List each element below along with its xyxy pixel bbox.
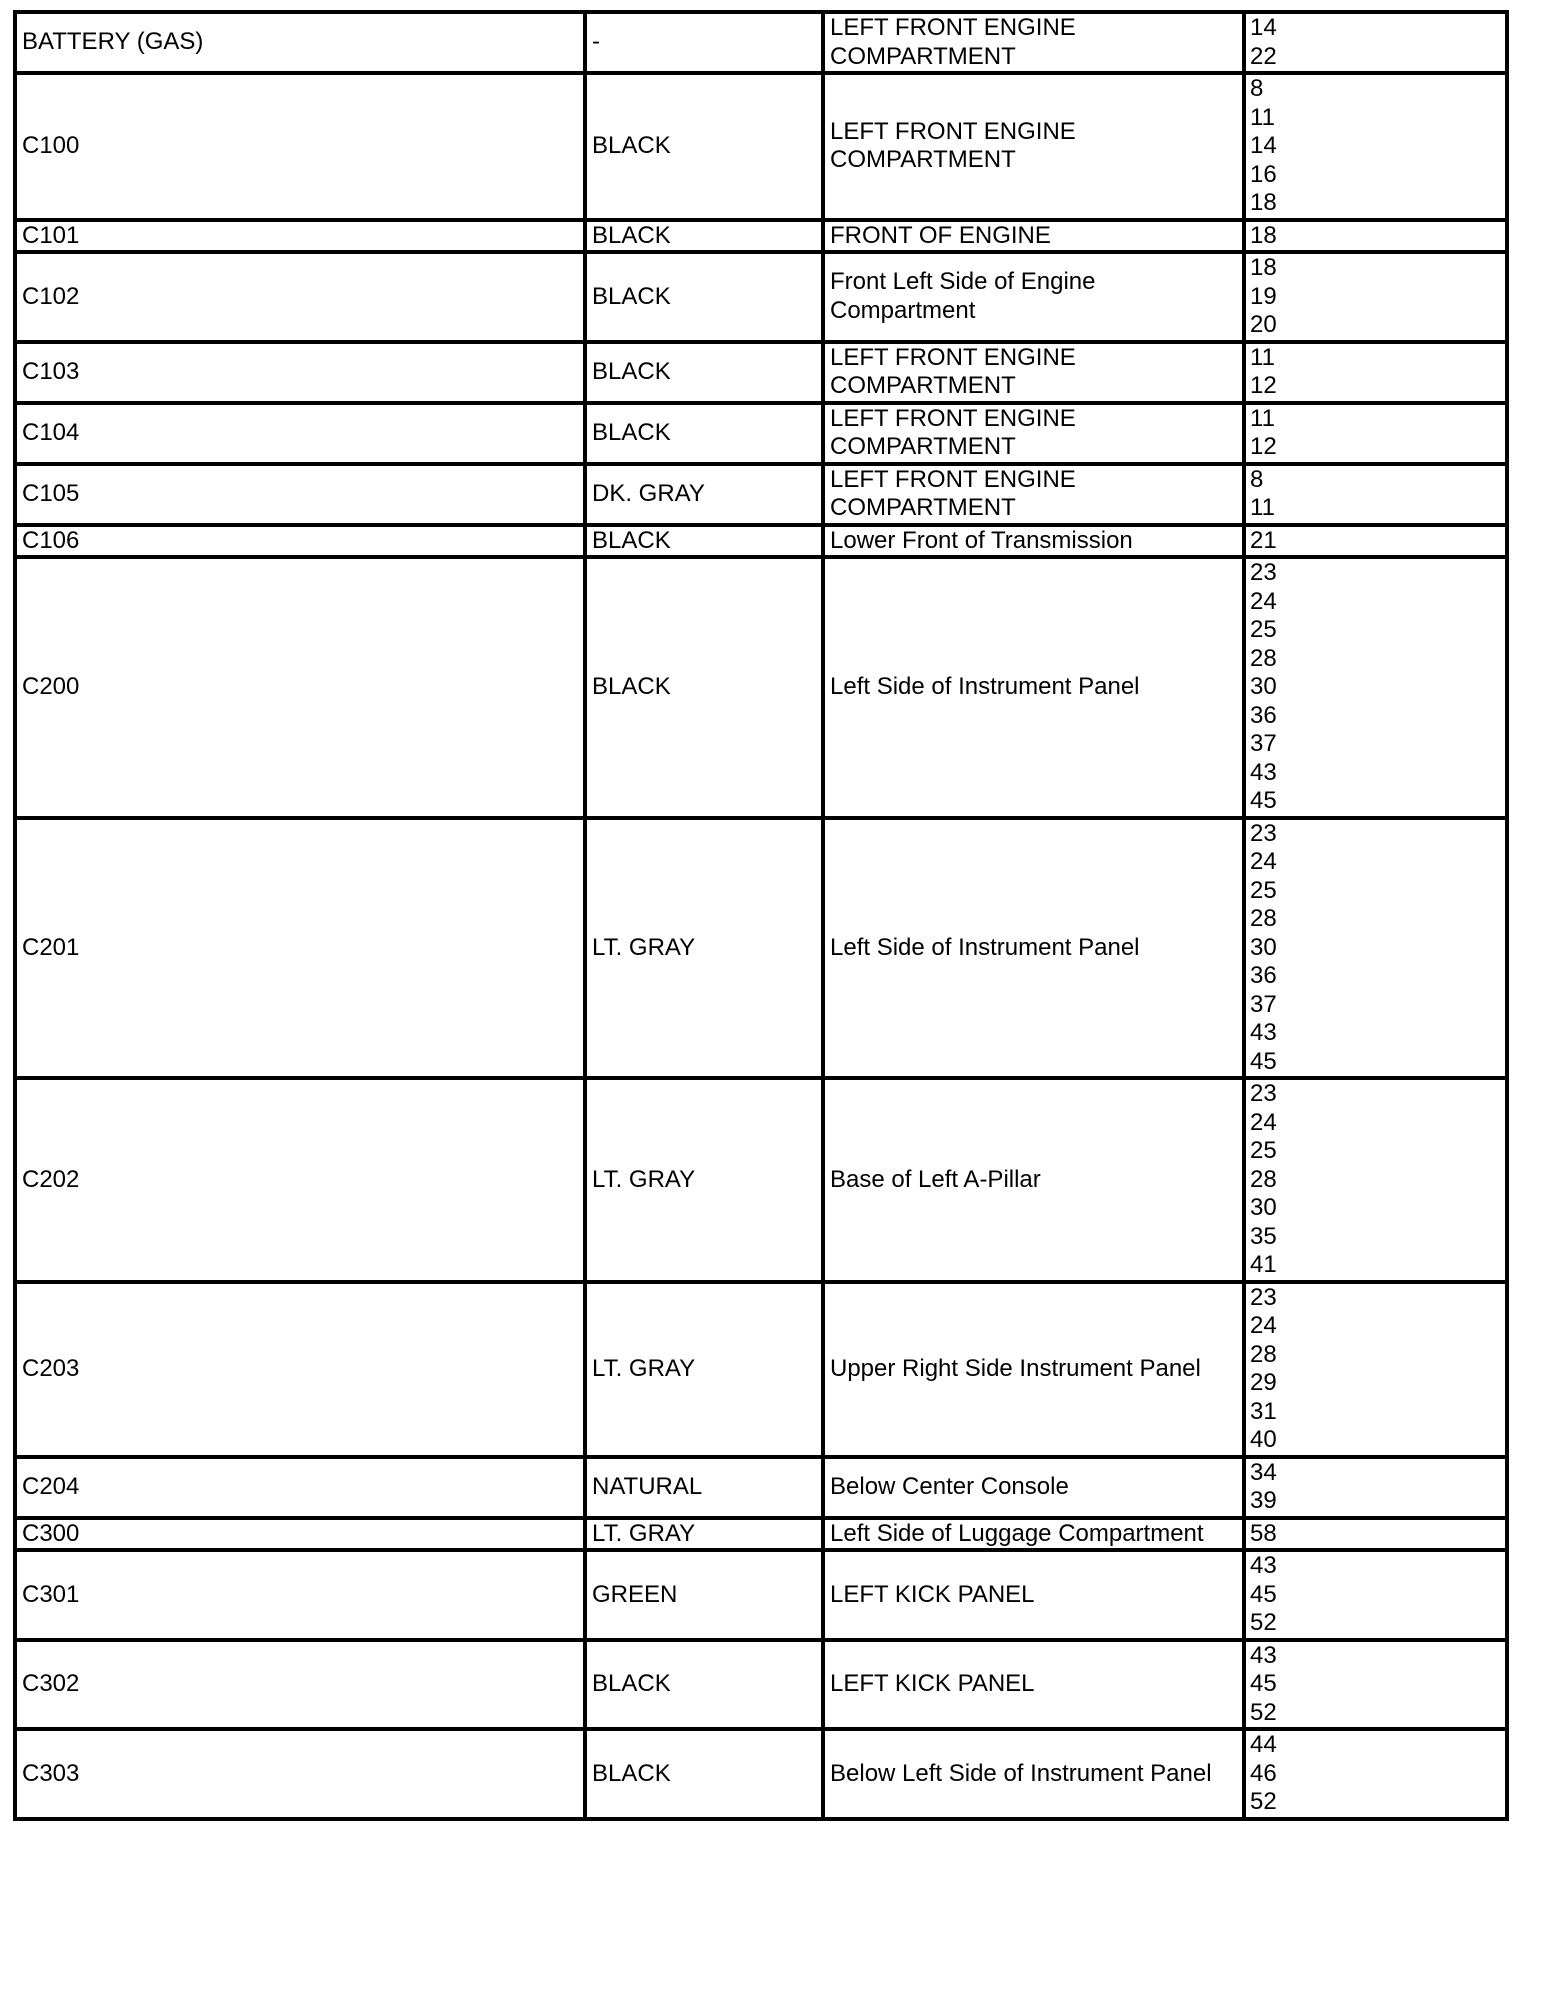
table-row xyxy=(15,1078,1507,1282)
location-line: LEFT FRONT ENGINE xyxy=(830,343,1076,371)
page-number: 25 xyxy=(1250,876,1277,904)
connector-table xyxy=(13,10,1509,1821)
location-cell xyxy=(823,342,1244,403)
page-number: 24 xyxy=(1250,848,1277,875)
page-number: 23 xyxy=(1250,1080,1277,1107)
location-cell xyxy=(823,252,1244,342)
page-number: 23 xyxy=(1250,819,1277,847)
color-cell: BLACK xyxy=(585,1640,823,1730)
location-cell xyxy=(823,557,1244,818)
page-number: 16 xyxy=(1250,160,1277,188)
color-cell: BLACK xyxy=(585,342,823,403)
location-line: Compartment xyxy=(830,296,976,324)
page-number: 28 xyxy=(1250,905,1277,932)
connector-cell: C202 xyxy=(15,1078,585,1282)
connector-cell: C303 xyxy=(15,1729,585,1819)
location-line: Below Center Console xyxy=(830,1472,1069,1500)
page-number: 18 xyxy=(1250,189,1277,216)
table-row xyxy=(15,403,1507,464)
page-number: 28 xyxy=(1250,1165,1277,1193)
color-cell: BLACK xyxy=(585,403,823,464)
page-number: 24 xyxy=(1250,587,1277,615)
page-number: 14 xyxy=(1250,132,1277,159)
page-number: 19 xyxy=(1250,282,1277,310)
page-number: 43 xyxy=(1250,1552,1277,1579)
page-number: 39 xyxy=(1250,1487,1277,1514)
table-row xyxy=(15,557,1507,818)
page-number: 30 xyxy=(1250,673,1277,700)
pages-cell xyxy=(1244,1457,1507,1518)
location-cell xyxy=(823,1729,1244,1819)
location-line: LEFT FRONT ENGINE xyxy=(830,404,1076,432)
location-line: COMPARTMENT xyxy=(830,433,1016,460)
location-line: Left Side of Instrument Panel xyxy=(830,673,1140,700)
location-cell xyxy=(823,525,1244,558)
pages-cell xyxy=(1244,1550,1507,1640)
page-number: 18 xyxy=(1250,221,1277,249)
location-line: Base of Left A-Pillar xyxy=(830,1165,1041,1193)
page-number: 37 xyxy=(1250,730,1277,757)
pages-cell xyxy=(1244,12,1507,73)
color-cell: LT. GRAY xyxy=(585,1518,823,1551)
page-number: 18 xyxy=(1250,254,1277,281)
pages-cell xyxy=(1244,403,1507,464)
pages-cell xyxy=(1244,525,1507,558)
page-number: 37 xyxy=(1250,990,1277,1018)
table-row xyxy=(15,1518,1507,1551)
location-cell xyxy=(823,1640,1244,1730)
page-number: 28 xyxy=(1250,1340,1277,1368)
connector-cell: C103 xyxy=(15,342,585,403)
page-number: 45 xyxy=(1250,1670,1277,1697)
location-cell xyxy=(823,1282,1244,1457)
page-number: 25 xyxy=(1250,1137,1277,1164)
page-number: 21 xyxy=(1250,526,1277,554)
page-number: 12 xyxy=(1250,433,1277,460)
location-line: COMPARTMENT xyxy=(830,372,1016,399)
table-row xyxy=(15,1457,1507,1518)
color-cell: NATURAL xyxy=(585,1457,823,1518)
page-number: 8 xyxy=(1250,75,1264,102)
page-number: 20 xyxy=(1250,311,1277,338)
location-line: Front Left Side of Engine xyxy=(830,268,1096,296)
page-number: 36 xyxy=(1250,701,1277,729)
location-cell xyxy=(823,73,1244,220)
location-line: Lower Front of Transmission xyxy=(830,526,1133,554)
page-number: 45 xyxy=(1250,1580,1277,1608)
color-cell: LT. GRAY xyxy=(585,1282,823,1457)
page-number: 22 xyxy=(1250,42,1277,70)
page-number: 40 xyxy=(1250,1426,1277,1453)
color-cell: GREEN xyxy=(585,1550,823,1640)
connector-cell: C301 xyxy=(15,1550,585,1640)
page-number: 23 xyxy=(1250,559,1277,586)
connector-cell: C105 xyxy=(15,464,585,525)
color-cell: BLACK xyxy=(585,525,823,558)
pages-cell xyxy=(1244,1078,1507,1282)
table-row xyxy=(15,342,1507,403)
color-cell: BLACK xyxy=(585,220,823,253)
connector-cell: C302 xyxy=(15,1640,585,1730)
color-cell: BLACK xyxy=(585,252,823,342)
color-cell: - xyxy=(585,12,823,73)
table-row xyxy=(15,73,1507,220)
location-line: Left Side of Instrument Panel xyxy=(830,933,1140,961)
location-line: LEFT FRONT ENGINE xyxy=(830,465,1076,493)
location-cell xyxy=(823,818,1244,1079)
table-row xyxy=(15,1640,1507,1730)
pages-cell xyxy=(1244,464,1507,525)
table-body xyxy=(15,12,1507,1819)
page-number: 25 xyxy=(1250,616,1277,643)
page-number: 11 xyxy=(1250,404,1275,432)
page-number: 23 xyxy=(1250,1283,1277,1311)
page-number: 11 xyxy=(1250,103,1275,131)
page-number: 41 xyxy=(1250,1251,1277,1278)
location-line: Below Left Side of Instrument Panel xyxy=(830,1759,1212,1787)
pages-cell xyxy=(1244,1518,1507,1551)
page-number: 24 xyxy=(1250,1108,1277,1136)
pages-cell xyxy=(1244,220,1507,253)
page-number: 29 xyxy=(1250,1369,1277,1396)
page-number: 31 xyxy=(1250,1397,1277,1425)
table-row xyxy=(15,525,1507,558)
page-number: 52 xyxy=(1250,1698,1277,1726)
page-number: 46 xyxy=(1250,1759,1277,1787)
color-cell: BLACK xyxy=(585,557,823,818)
page-number: 58 xyxy=(1250,1519,1277,1547)
location-cell xyxy=(823,220,1244,253)
connector-cell: C102 xyxy=(15,252,585,342)
color-cell: LT. GRAY xyxy=(585,818,823,1079)
page-number: 35 xyxy=(1250,1222,1277,1250)
connector-cell: C204 xyxy=(15,1457,585,1518)
table-row xyxy=(15,1282,1507,1457)
location-cell xyxy=(823,464,1244,525)
page-number: 28 xyxy=(1250,644,1277,672)
page-number: 34 xyxy=(1250,1458,1277,1486)
table-row xyxy=(15,1729,1507,1819)
location-line: Upper Right Side Instrument Panel xyxy=(830,1354,1201,1382)
page-number: 52 xyxy=(1250,1788,1277,1815)
connector-cell: C201 xyxy=(15,818,585,1079)
page-number: 30 xyxy=(1250,933,1277,961)
table-row xyxy=(15,12,1507,73)
location-cell xyxy=(823,1457,1244,1518)
location-line: LEFT KICK PANEL xyxy=(830,1580,1035,1608)
table-row xyxy=(15,464,1507,525)
page-number: 11 xyxy=(1250,343,1275,371)
pages-cell xyxy=(1244,1729,1507,1819)
pages-cell xyxy=(1244,1282,1507,1457)
connector-cell: C200 xyxy=(15,557,585,818)
location-line: LEFT FRONT ENGINE xyxy=(830,117,1076,145)
page-number: 36 xyxy=(1250,962,1277,989)
pages-cell xyxy=(1244,557,1507,818)
table-row xyxy=(15,818,1507,1079)
location-line: Left Side of Luggage Compartment xyxy=(830,1519,1204,1547)
location-line: COMPARTMENT xyxy=(830,494,1016,521)
page-number: 43 xyxy=(1250,758,1277,786)
connector-cell: C300 xyxy=(15,1518,585,1551)
table-row xyxy=(15,252,1507,342)
page-number: 52 xyxy=(1250,1609,1277,1636)
page-number: 11 xyxy=(1250,494,1275,521)
location-cell xyxy=(823,1078,1244,1282)
connector-cell: C100 xyxy=(15,73,585,220)
table-row xyxy=(15,1550,1507,1640)
pages-cell xyxy=(1244,252,1507,342)
connector-cell: BATTERY (GAS) xyxy=(15,12,585,73)
page-number: 24 xyxy=(1250,1312,1277,1339)
connector-cell: C203 xyxy=(15,1282,585,1457)
pages-cell xyxy=(1244,342,1507,403)
page-number: 43 xyxy=(1250,1019,1277,1046)
table-row xyxy=(15,220,1507,253)
page-number: 8 xyxy=(1250,465,1264,493)
location-cell xyxy=(823,12,1244,73)
page-number: 30 xyxy=(1250,1194,1277,1221)
color-cell: BLACK xyxy=(585,73,823,220)
page-number: 43 xyxy=(1250,1641,1277,1669)
page-number: 14 xyxy=(1250,14,1277,41)
location-cell xyxy=(823,1518,1244,1551)
location-line: LEFT KICK PANEL xyxy=(830,1670,1035,1697)
pages-cell xyxy=(1244,73,1507,220)
page-number: 44 xyxy=(1250,1731,1277,1758)
page-number: 12 xyxy=(1250,372,1277,399)
page-number: 45 xyxy=(1250,1047,1277,1075)
pages-cell xyxy=(1244,818,1507,1079)
location-line: FRONT OF ENGINE xyxy=(830,221,1051,249)
location-line: COMPARTMENT xyxy=(830,146,1016,174)
connector-cell: C101 xyxy=(15,220,585,253)
color-cell: LT. GRAY xyxy=(585,1078,823,1282)
connector-cell: C106 xyxy=(15,525,585,558)
location-line: COMPARTMENT xyxy=(830,42,1016,70)
location-cell xyxy=(823,1550,1244,1640)
page-number: 45 xyxy=(1250,787,1277,814)
color-cell: DK. GRAY xyxy=(585,464,823,525)
connector-cell: C104 xyxy=(15,403,585,464)
pages-cell xyxy=(1244,1640,1507,1730)
location-cell xyxy=(823,403,1244,464)
color-cell: BLACK xyxy=(585,1729,823,1819)
location-line: LEFT FRONT ENGINE xyxy=(830,14,1076,41)
